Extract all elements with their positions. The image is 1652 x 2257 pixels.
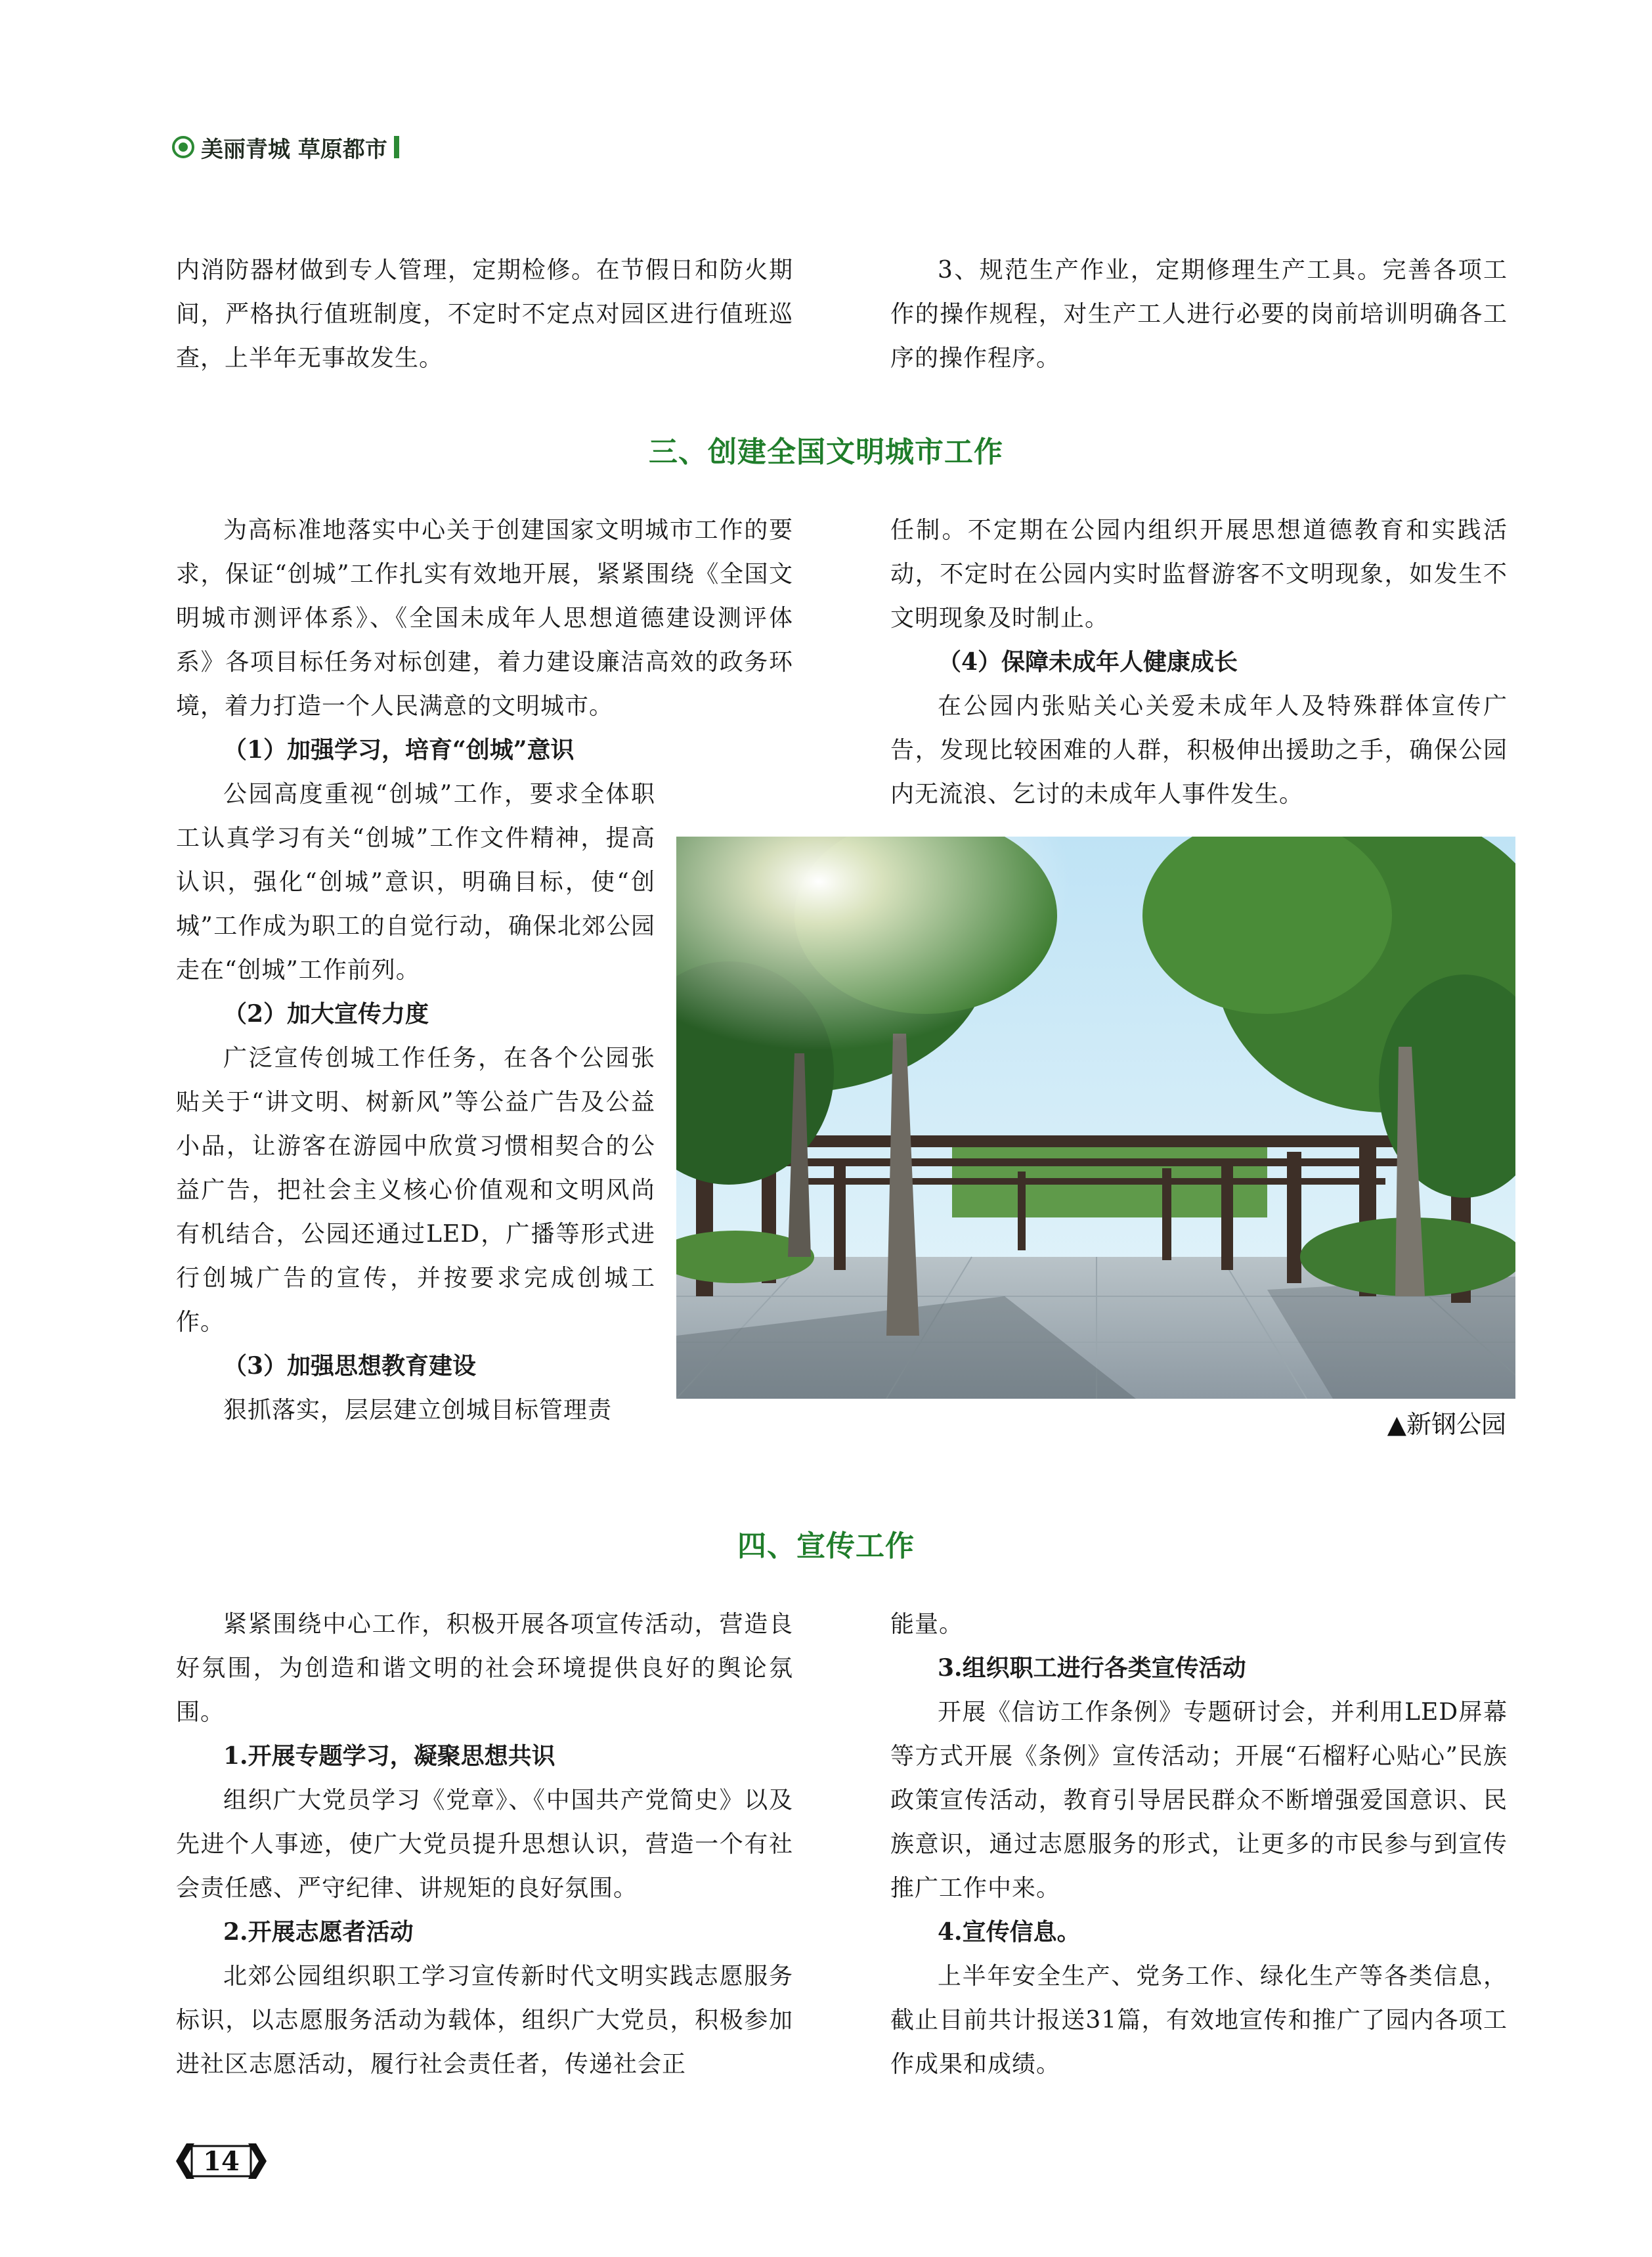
running-header [172,130,399,164]
section4-s3-heading: 3.组织职工进行各类宣传活动 [938,1654,1246,1682]
section4-s2-heading: 2.开展志愿者活动 [223,1918,414,1946]
top-left-paragraph: 内消防器材做到专人管理，定期检修。在节假日和防火期间，严格执行值班制度，不定时不定点对园区进行值班巡查，上半年无事故发生。 [176,257,793,372]
section4-s1-text: 组织广大党员学习《党章》、《中国共产党简史》以及先进个人事迹，使广大党员提升思想认识，营造一个有社会责任感、严守纪律、讲规矩的良好氛围。 [176,1787,793,1902]
page-number: 14 [203,2145,240,2177]
circle-logo-icon [172,136,194,158]
section4-s3-text: 开展《信访工作条例》专题研讨会，并利用LED屏幕等方式开展《条例》宣传活动；开展“石榴籽心贴心”民族政策宣传活动，教育引导居民群众不断增强爱国意识、民族意识，通过志愿服务的形式，让更多的市民参与到宣传推广工作中来。 [890,1699,1508,1902]
section4-s4-text: 上半年安全生产、党务工作、绿化生产等各类信息，截止目前共计报送31篇，有效地宣传和推广了园内各项工作成果和成绩。 [890,1963,1508,2078]
section3-right-continuation: 任制。不定期在公园内组织开展思想道德教育和实践活动，不定时在公园内实时监督游客不文明现象，如发生不文明现象及时制止。 [890,517,1508,632]
section3-left-column [176,508,793,772]
photo-caption: ▲新钢公园 [1387,1410,1506,1439]
section4-right-continuation: 能量。 [890,1611,964,1638]
section3-intro: 为高标准地落实中心关于创建国家文明城市工作的要求，保证“创城”工作扎实有效地开展，紧紧围绕《全国文明城市测评体系》、《全国未成年人思想道德建设测评体系》各项目标任务对标创建，着力建设廉洁高效的政务环境，着力打造一个人民满意的文明城市。 [176,517,793,720]
section3-left-narrow [176,772,655,1432]
park-pergola-illustration [676,837,1515,1399]
section3-sub4-heading: （4）保障未成年人健康成长 [938,648,1238,676]
section3-right-column [890,508,1508,816]
section4-s2-text: 北郊公园组织职工学习宣传新时代文明实践志愿服务标识，以志愿服务活动为载体，组织广大党员，积极参加进社区志愿活动，履行社会责任者，传递社会正 [176,1963,793,2078]
top-right-paragraph: 3、规范生产作业，定期修理生产工具。完善各项工作的操作规程，对生产工人进行必要的岗前培训明确各工序的操作程序。 [890,257,1508,372]
header-bar [394,136,399,158]
section3-sub2-text: 广泛宣传创城工作任务，在各个公园张贴关于“讲文明、树新风”等公益广告及公益小品，让游客在游园中欣赏习惯相契合的公益广告，把社会主义核心价值观和文明风尚有机结合，公园还通过LED，广播等形式进行创城广告的宣传，并按要求完成创城工作。 [176,1045,655,1336]
section4-s1-heading: 1.开展专题学习，凝聚思想共识 [223,1742,555,1770]
park-photo [676,837,1515,1399]
section3-sub1-heading: （1）加强学习，培育“创城”意识 [223,736,575,764]
section-heading-4: 四、宣传工作 [737,1529,915,1563]
section4-right-column [890,1602,1508,2086]
section4-intro: 紧紧围绕中心工作，积极开展各项宣传活动，营造良好氛围，为创造和谐文明的社会环境提供良好的舆论氛围。 [176,1611,793,1726]
section3-sub1-text: 公园高度重视“创城”工作，要求全体职工认真学习有关“创城”工作文件精神，提高认识，强化“创城”意识，明确目标，使“创城”工作成为职工的自觉行动，确保北郊公园走在“创城”工作前列。 [176,781,655,984]
section3-sub2-heading: （2）加大宣传力度 [223,1000,429,1028]
section3-sub3-heading: （3）加强思想教育建设 [223,1352,477,1380]
section4-left-column [176,1602,793,2086]
header-title: 美丽青城 草原都市 [201,136,387,163]
section3-sub4-text: 在公园内张贴关心关爱未成年人及特殊群体宣传广告，发现比较困难的人群，积极伸出援助之手，确保公园内无流浪、乞讨的未成年人事件发生。 [890,693,1508,808]
section-heading-3: 三、创建全国文明城市工作 [649,435,1003,469]
page-number-badge [172,2141,271,2181]
section4-s4-heading: 4.宣传信息。 [938,1918,1081,1946]
section3-sub3-text: 狠抓落实，层层建立创城目标管理责 [223,1397,613,1424]
